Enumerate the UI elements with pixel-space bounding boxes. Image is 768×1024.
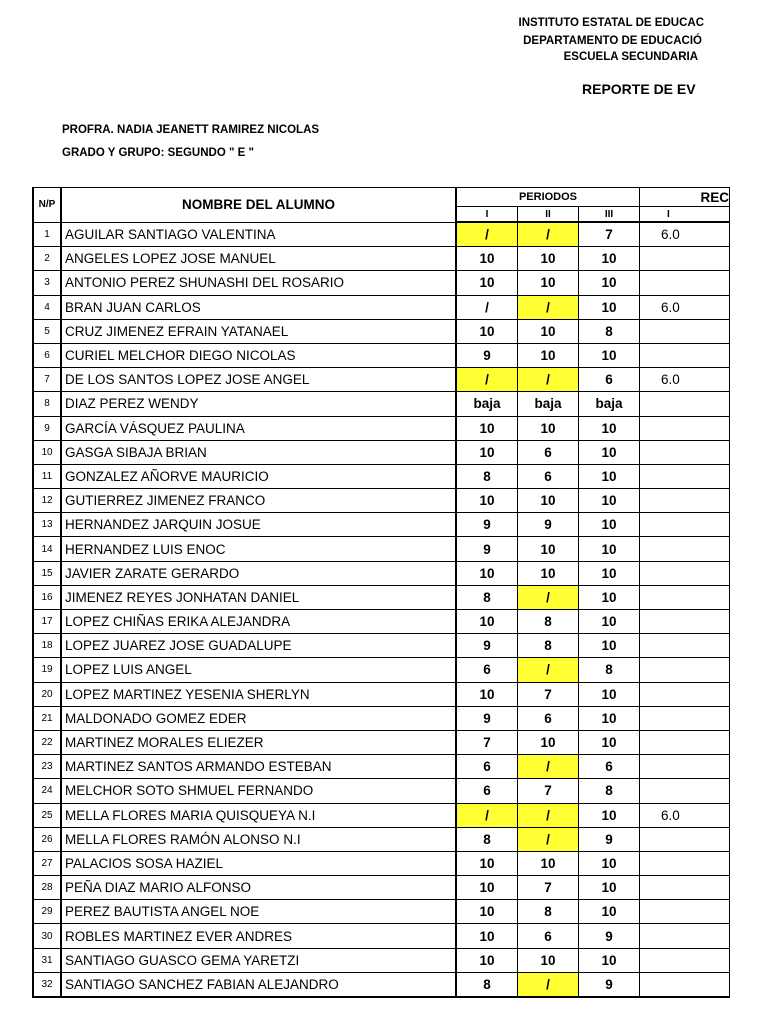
grade-period-2: 7 (518, 876, 579, 900)
grade-period-3: 10 (579, 610, 640, 634)
grade-period-2: 6 (518, 440, 579, 464)
table-row (33, 585, 730, 609)
grade-period-2: / (518, 295, 579, 319)
table-row (33, 755, 730, 779)
grade-period-3: 10 (579, 706, 640, 730)
table-row (33, 972, 730, 997)
table-row (33, 222, 730, 247)
table-row (33, 948, 730, 972)
recovery-grade (640, 464, 730, 488)
student-name: GUTIERREZ JIMENEZ FRANCO (61, 489, 456, 513)
table-row (33, 392, 730, 416)
student-name: ANTONIO PEREZ SHUNASHI DEL ROSARIO (61, 271, 456, 295)
grade-period-1: 8 (456, 464, 518, 488)
table-row (33, 803, 730, 827)
student-name: GONZALEZ AÑORVE MAURICIO (61, 464, 456, 488)
grade-period-2: 7 (518, 779, 579, 803)
grade-period-3: 9 (579, 924, 640, 948)
grade-period-2: 8 (518, 634, 579, 658)
grade-period-3: 10 (579, 464, 640, 488)
grade-period-2: / (518, 755, 579, 779)
row-number: 19 (33, 658, 61, 682)
grade-period-1: 9 (456, 537, 518, 561)
rec-header: REC (640, 188, 730, 207)
row-number: 16 (33, 585, 61, 609)
grade-period-2: / (518, 368, 579, 392)
recovery-grade (640, 682, 730, 706)
student-name: MELLA FLORES MARIA QUISQUEYA N.I (61, 803, 456, 827)
grade-period-2: 10 (518, 561, 579, 585)
recovery-grade (640, 706, 730, 730)
grade-period-2: 7 (518, 682, 579, 706)
table-row (33, 319, 730, 343)
table-row (33, 271, 730, 295)
student-name: DE LOS SANTOS LOPEZ JOSE ANGEL (61, 368, 456, 392)
row-number: 23 (33, 755, 61, 779)
grade-period-1: 9 (456, 513, 518, 537)
row-number: 8 (33, 392, 61, 416)
grade-period-1: baja (456, 392, 518, 416)
grades-body (33, 222, 730, 997)
grade-period-3: 9 (579, 972, 640, 997)
grade-period-3: 6 (579, 755, 640, 779)
department-title: DEPARTAMENTO DE EDUCACIÓ (523, 35, 702, 47)
grade-period-1: 10 (456, 876, 518, 900)
recovery-grade (640, 755, 730, 779)
grade-period-2: 10 (518, 319, 579, 343)
recovery-grade (640, 416, 730, 440)
grade-period-2: 6 (518, 706, 579, 730)
grade-period-1: 9 (456, 634, 518, 658)
table-row (33, 464, 730, 488)
grade-period-2: 6 (518, 924, 579, 948)
row-number: 3 (33, 271, 61, 295)
row-number: 6 (33, 343, 61, 367)
table-row (33, 513, 730, 537)
grade-period-1: 8 (456, 827, 518, 851)
row-number: 30 (33, 924, 61, 948)
recovery-grade (640, 948, 730, 972)
grade-period-2: 10 (518, 343, 579, 367)
student-name: HERNANDEZ JARQUIN JOSUE (61, 513, 456, 537)
recovery-grade (640, 392, 730, 416)
grade-period-1: 10 (456, 924, 518, 948)
row-number: 10 (33, 440, 61, 464)
table-row (33, 658, 730, 682)
grade-period-2: / (518, 658, 579, 682)
grade-period-3: 10 (579, 513, 640, 537)
row-number: 2 (33, 247, 61, 271)
grade-period-1: 9 (456, 343, 518, 367)
recovery-grade (640, 658, 730, 682)
table-row (33, 876, 730, 900)
grade-period-2: / (518, 585, 579, 609)
recovery-grade (640, 827, 730, 851)
row-number: 24 (33, 779, 61, 803)
grade-period-2: 10 (518, 730, 579, 754)
grade-period-3: 8 (579, 658, 640, 682)
student-name: SANTIAGO SANCHEZ FABIAN ALEJANDRO (61, 972, 456, 997)
grade-period-3: 10 (579, 585, 640, 609)
student-name: ROBLES MARTINEZ EVER ANDRES (61, 924, 456, 948)
student-name: AGUILAR SANTIAGO VALENTINA (61, 222, 456, 247)
student-name: MELLA FLORES RAMÓN ALONSO N.I (61, 827, 456, 851)
grade-period-3: baja (579, 392, 640, 416)
row-number: 15 (33, 561, 61, 585)
student-name: GARCÍA VÁSQUEZ PAULINA (61, 416, 456, 440)
grade-period-2: 10 (518, 537, 579, 561)
grade-period-2: / (518, 972, 579, 997)
student-name: MELCHOR SOTO SHMUEL FERNANDO (61, 779, 456, 803)
table-row (33, 779, 730, 803)
grade-period-3: 10 (579, 561, 640, 585)
grade-period-1: 10 (456, 489, 518, 513)
student-name: LOPEZ MARTINEZ YESENIA SHERLYN (61, 682, 456, 706)
student-name: LOPEZ JUAREZ JOSE GUADALUPE (61, 634, 456, 658)
student-name: JIMENEZ REYES JONHATAN DANIEL (61, 585, 456, 609)
grade-period-1: 8 (456, 972, 518, 997)
period-2-header: II (518, 207, 579, 223)
grade-period-2: / (518, 803, 579, 827)
grade-period-3: 10 (579, 537, 640, 561)
grade-period-2: 8 (518, 610, 579, 634)
recovery-grade (640, 489, 730, 513)
student-name: PEREZ BAUTISTA ANGEL NOE (61, 900, 456, 924)
table-row (33, 682, 730, 706)
student-name: CURIEL MELCHOR DIEGO NICOLAS (61, 343, 456, 367)
recovery-grade (640, 247, 730, 271)
grade-period-2: 10 (518, 271, 579, 295)
recovery-grade (640, 343, 730, 367)
grade-period-3: 10 (579, 851, 640, 875)
grade-period-1: 10 (456, 416, 518, 440)
grade-period-1: 10 (456, 851, 518, 875)
grade-period-2: 8 (518, 900, 579, 924)
grade-period-3: 10 (579, 271, 640, 295)
row-number: 9 (33, 416, 61, 440)
grade-period-3: 10 (579, 440, 640, 464)
grade-period-1: / (456, 222, 518, 247)
grade-group: GRADO Y GRUPO: SEGUNDO " E " (62, 147, 254, 159)
table-row (33, 851, 730, 875)
row-number: 12 (33, 489, 61, 513)
grade-period-3: 10 (579, 416, 640, 440)
student-name: LOPEZ LUIS ANGEL (61, 658, 456, 682)
institution-title: INSTITUTO ESTATAL DE EDUCAC (518, 17, 704, 29)
grade-period-3: 10 (579, 876, 640, 900)
row-number: 28 (33, 876, 61, 900)
recovery-grade (640, 730, 730, 754)
grade-period-3: 8 (579, 779, 640, 803)
recovery-grade (640, 634, 730, 658)
row-number: 11 (33, 464, 61, 488)
student-name: ANGELES LOPEZ JOSE MANUEL (61, 247, 456, 271)
recovery-grade (640, 851, 730, 875)
row-number: 21 (33, 706, 61, 730)
grade-period-3: 10 (579, 948, 640, 972)
recovery-grade (640, 900, 730, 924)
row-number: 18 (33, 634, 61, 658)
row-number: 22 (33, 730, 61, 754)
row-number: 20 (33, 682, 61, 706)
grade-period-1: 6 (456, 658, 518, 682)
grade-period-3: 7 (579, 222, 640, 247)
student-name: SANTIAGO GUASCO GEMA YARETZI (61, 948, 456, 972)
grade-period-1: 10 (456, 682, 518, 706)
table-row (33, 295, 730, 319)
row-number: 1 (33, 222, 61, 247)
recovery-grade (640, 924, 730, 948)
rec-1-header: I (640, 207, 730, 223)
recovery-grade (640, 440, 730, 464)
table-row (33, 416, 730, 440)
grades-table (32, 187, 730, 998)
table-row (33, 730, 730, 754)
grade-period-1: 10 (456, 440, 518, 464)
grade-period-3: 10 (579, 247, 640, 271)
grade-period-3: 9 (579, 827, 640, 851)
recovery-grade: 6.0 (640, 803, 730, 827)
recovery-grade (640, 610, 730, 634)
grade-period-2: 10 (518, 247, 579, 271)
row-number: 5 (33, 319, 61, 343)
grade-period-2: 6 (518, 464, 579, 488)
row-number: 4 (33, 295, 61, 319)
recovery-grade (640, 585, 730, 609)
grade-period-1: 9 (456, 706, 518, 730)
row-number: 13 (33, 513, 61, 537)
name-header: NOMBRE DEL ALUMNO (61, 188, 456, 223)
grade-period-3: 6 (579, 368, 640, 392)
recovery-grade: 6.0 (640, 295, 730, 319)
grade-period-1: 10 (456, 610, 518, 634)
grade-period-3: 10 (579, 295, 640, 319)
table-row (33, 610, 730, 634)
grade-period-1: / (456, 368, 518, 392)
table-row (33, 489, 730, 513)
report-title: REPORTE DE EV (582, 81, 696, 97)
student-name: DIAZ PEREZ WENDY (61, 392, 456, 416)
student-name: GASGA SIBAJA BRIAN (61, 440, 456, 464)
row-number: 26 (33, 827, 61, 851)
grade-period-1: 10 (456, 319, 518, 343)
row-number: 25 (33, 803, 61, 827)
recovery-grade: 6.0 (640, 222, 730, 247)
grade-period-1: 10 (456, 948, 518, 972)
table-row (33, 561, 730, 585)
table-row (33, 900, 730, 924)
student-name: MALDONADO GOMEZ EDER (61, 706, 456, 730)
grade-period-1: 6 (456, 755, 518, 779)
row-number: 32 (33, 972, 61, 997)
grade-period-3: 10 (579, 343, 640, 367)
student-name: LOPEZ CHIÑAS ERIKA ALEJANDRA (61, 610, 456, 634)
recovery-grade (640, 271, 730, 295)
row-number: 7 (33, 368, 61, 392)
grade-period-1: 10 (456, 900, 518, 924)
recovery-grade (640, 972, 730, 997)
grade-period-2: 10 (518, 416, 579, 440)
recovery-grade: 6.0 (640, 368, 730, 392)
grade-period-3: 8 (579, 319, 640, 343)
table-row (33, 924, 730, 948)
table-row (33, 634, 730, 658)
grade-period-1: 6 (456, 779, 518, 803)
grade-period-1: / (456, 295, 518, 319)
row-number: 29 (33, 900, 61, 924)
grade-period-1: 7 (456, 730, 518, 754)
table-row (33, 343, 730, 367)
period-3-header: III (579, 207, 640, 223)
grade-period-2: baja (518, 392, 579, 416)
student-name: MARTINEZ SANTOS ARMANDO ESTEBAN (61, 755, 456, 779)
grade-period-2: / (518, 827, 579, 851)
recovery-grade (640, 537, 730, 561)
grade-period-3: 10 (579, 682, 640, 706)
grade-period-2: 10 (518, 851, 579, 875)
grade-period-3: 10 (579, 634, 640, 658)
table-row (33, 827, 730, 851)
grade-period-1: 10 (456, 247, 518, 271)
table-row (33, 706, 730, 730)
grade-period-1: / (456, 803, 518, 827)
grade-period-1: 10 (456, 561, 518, 585)
recovery-grade (640, 876, 730, 900)
student-name: MARTINEZ MORALES ELIEZER (61, 730, 456, 754)
recovery-grade (640, 561, 730, 585)
student-name: JAVIER ZARATE GERARDO (61, 561, 456, 585)
grade-period-2: / (518, 222, 579, 247)
np-header: N/P (33, 188, 61, 223)
grade-period-3: 10 (579, 900, 640, 924)
recovery-grade (640, 779, 730, 803)
grade-period-3: 10 (579, 730, 640, 754)
row-number: 31 (33, 948, 61, 972)
row-number: 27 (33, 851, 61, 875)
grade-period-1: 8 (456, 585, 518, 609)
student-name: PEÑA DIAZ MARIO ALFONSO (61, 876, 456, 900)
table-row (33, 247, 730, 271)
grade-period-2: 10 (518, 489, 579, 513)
student-name: CRUZ JIMENEZ EFRAIN YATANAEL (61, 319, 456, 343)
student-name: PALACIOS SOSA HAZIEL (61, 851, 456, 875)
grade-period-2: 9 (518, 513, 579, 537)
periods-header: PERIODOS (456, 188, 640, 207)
row-number: 17 (33, 610, 61, 634)
student-name: HERNANDEZ LUIS ENOC (61, 537, 456, 561)
grade-period-3: 10 (579, 803, 640, 827)
student-name: BRAN JUAN CARLOS (61, 295, 456, 319)
table-row (33, 368, 730, 392)
teacher-name: PROFRA. NADIA JEANETT RAMIREZ NICOLAS (62, 124, 320, 136)
recovery-grade (640, 319, 730, 343)
row-number: 14 (33, 537, 61, 561)
table-row (33, 537, 730, 561)
period-1-header: I (456, 207, 518, 223)
grade-period-1: 10 (456, 271, 518, 295)
grade-period-3: 10 (579, 489, 640, 513)
table-row (33, 440, 730, 464)
grade-period-2: 10 (518, 948, 579, 972)
school-title: ESCUELA SECUNDARIA (563, 51, 698, 63)
recovery-grade (640, 513, 730, 537)
